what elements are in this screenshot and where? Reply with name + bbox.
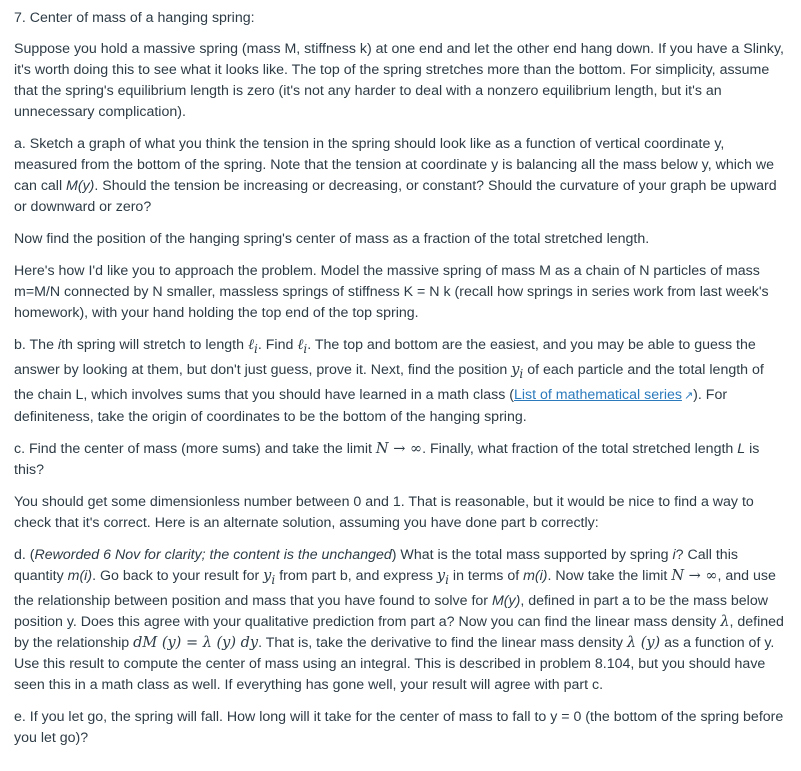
part-b-text: . The top and bottom are the easiest, and you may be able to guess the answer by looking at them, but don't just guess, prove it. Next, find the position — [14, 337, 756, 378]
math-sub-i: i — [519, 366, 524, 381]
math-yi — [263, 567, 276, 587]
part-c-text: is this? — [14, 440, 760, 478]
math-sub-i: i — [445, 572, 449, 587]
math-li — [247, 337, 258, 356]
approach-paragraph: Here's how I'd like you to approach the problem. Model the massive spring of mass M as a chain of N particles of mass m=M/N connected by N smaller, massless springs of stiffness K = N k (recall how springs in series work from last week's homework), with your hand holding the top end of the top spring. — [14, 263, 769, 321]
part-c-L: L — [737, 440, 746, 457]
part-d-my: M(y) — [491, 592, 521, 609]
math-y: y — [436, 567, 446, 584]
math-lambda: λ — [720, 613, 730, 630]
math-li — [297, 337, 308, 356]
dimensionless-paragraph: You should get some dimensionless number between 0 and 1. That is reasonable, but it would be nice to find a way to check that it's correct. Here is an alternate solution, assuming you have done part b correctly: — [14, 493, 754, 531]
math-y: y — [263, 567, 272, 584]
part-b-text: ). For definiteness, take the origin of coordinates to be the bottom of the hanging spring. — [14, 386, 728, 425]
math-sub-i: i — [303, 341, 308, 356]
part-d-i: i — [672, 546, 676, 563]
reworded-note: Reworded 6 Nov for clarity; the content is the unchanged — [34, 546, 392, 563]
part-d-text: ? Call this quantity — [14, 546, 738, 584]
math-ell: ℓ — [247, 337, 254, 353]
part-d-text: . That is, take the derivative to find the linear mass density — [258, 634, 627, 651]
part-d-paragraph — [14, 545, 787, 696]
part-d-mi: m(i) — [523, 567, 548, 584]
part-d-text: ) What is the total mass supported by spring — [391, 546, 673, 563]
part-b-text: of each particle and the total length of the chain L, which involves sums that you should have learned in a math class ( — [14, 361, 764, 403]
problem-title: 7. Center of mass of a hanging spring: — [14, 10, 255, 26]
part-b-text: b. The — [14, 337, 58, 353]
part-b-paragraph — [14, 335, 787, 428]
part-d-text: in terms of — [448, 567, 524, 584]
part-d-mi: m(i) — [67, 567, 93, 584]
math-limit: N → ∞ — [375, 440, 423, 457]
part-d-text: . Now take the limit — [547, 567, 672, 584]
part-a-my: M(y) — [66, 178, 95, 194]
math-y: y — [511, 361, 520, 378]
part-d-text: , defined in part a to be the mass below position y. Does this agree with your qualitative prediction from part a? Now you can find the linear mass density — [14, 592, 768, 630]
math-sub-i: i — [271, 572, 276, 587]
math-series-link[interactable]: List of mathematical series — [514, 386, 682, 403]
part-b-text: th spring will stretch to length — [61, 337, 248, 353]
part-c-text: c. Find the center of mass (more sums) and take the limit — [14, 440, 376, 457]
part-a-paragraph — [14, 134, 787, 218]
part-b-i: i — [57, 337, 62, 353]
part-d-text: as a function of y. Use this result to compute the center of mass using an integral. This is described in problem 8.104, but you should have seen this in a math class as well. If everything has gone well, your result will agree with part c. — [14, 634, 775, 693]
math-lambda-y: λ (y) — [626, 634, 661, 651]
part-c-text: . Finally, what fraction of the total stretched length — [422, 440, 738, 457]
find-position-paragraph: Now find the position of the hanging spring's center of mass as a fraction of the total stretched length. — [14, 231, 650, 247]
math-ell: ℓ — [297, 337, 304, 353]
part-e-paragraph: e. If you let go, the spring will fall. How long will it take for the center of mass to fall to y = 0 (the bottom of the spring before you let go)? — [14, 708, 784, 746]
part-d-text: , defined by the relationship — [14, 613, 784, 651]
part-c-paragraph — [14, 439, 787, 481]
part-a-text-2: . Should the tension be increasing or decreasing, or constant? Should the curvature of your graph be upward or downward or zero? — [14, 178, 777, 215]
part-d-text: , and use the relationship between position and mass that you have found to solve for — [14, 567, 776, 609]
math-sub-i: i — [254, 341, 258, 356]
part-d-text: d. ( — [14, 546, 35, 563]
math-yi — [436, 567, 449, 587]
external-link-icon: ↗ — [683, 389, 694, 402]
math-relation: dM (y) = λ (y) dy — [133, 634, 259, 651]
part-b-text: . Find — [257, 337, 298, 353]
math-limit: N → ∞ — [671, 567, 718, 584]
part-d-text: from part b, and express — [275, 567, 437, 584]
math-yi — [511, 361, 524, 381]
part-a-text-1: a. Sketch a graph of what you think the tension in the spring should look like as a function of vertical coordinate y, measured from the bottom of the spring. Note that the tension at coordinate y is balancing all the mass below y, which we can call — [14, 136, 774, 194]
intro-paragraph: Suppose you hold a massive spring (mass M, stiffness k) at one end and let the other end hang down. If you have a Slinky, it's worth doing this to see what it looks like. The top of the spring stretches more than the bottom. For simplicity, assume that the spring's equilibrium length is zero (it's not any harder to deal with a nonzero equilibrium length, but it's an unnecessary complication). — [14, 41, 784, 120]
part-d-text: . Go back to your result for — [92, 567, 264, 584]
